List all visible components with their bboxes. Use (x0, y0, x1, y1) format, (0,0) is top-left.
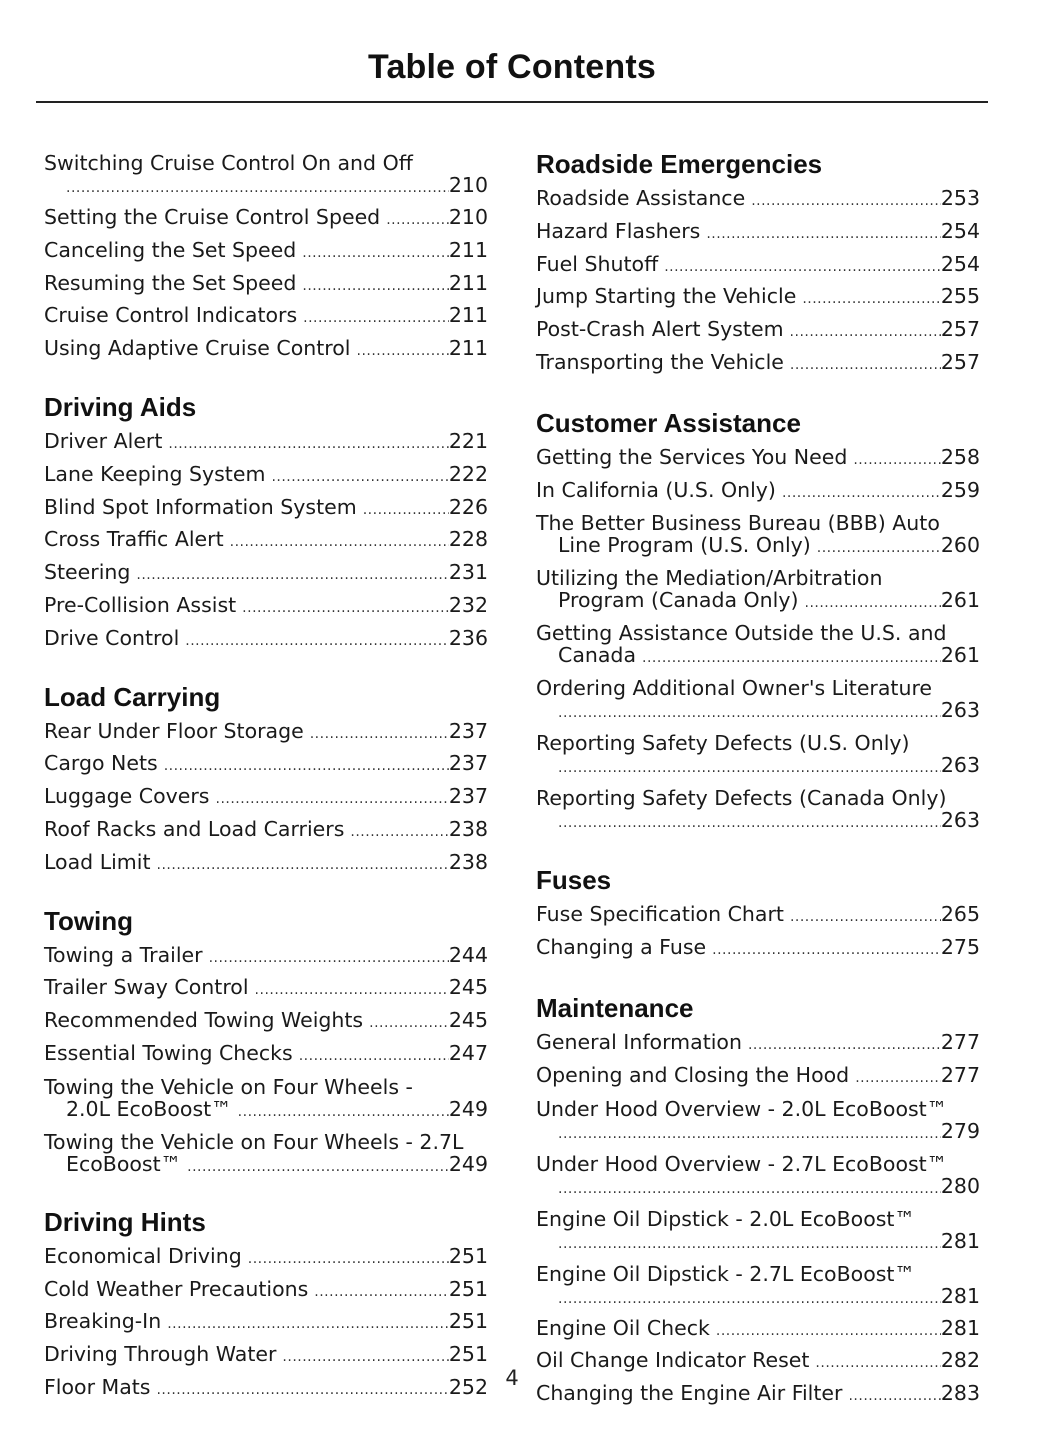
toc-entry[interactable] (44, 973, 488, 1006)
toc-entry-title-cont: Canada (558, 643, 637, 668)
toc-entry-title: Changing the Engine Air Filter (536, 1381, 843, 1406)
dot-leader (242, 594, 449, 624)
toc-entry[interactable] (44, 493, 488, 526)
toc-entry[interactable] (536, 217, 980, 250)
section-heading: Driving Aids (44, 391, 197, 422)
toc-entry-title: Cold Weather Precautions (44, 1276, 309, 1301)
toc-page-number: 255 (940, 284, 980, 309)
toc-page-number: 249 (448, 1151, 488, 1176)
toc-entry-title: Changing a Fuse (536, 935, 707, 960)
toc-entry[interactable] (44, 269, 488, 302)
toc-page-number: 259 (940, 477, 980, 502)
toc-page-number: 222 (448, 461, 488, 486)
toc-entry-title: Cross Traffic Alert (44, 527, 224, 552)
dot-leader (303, 304, 449, 334)
toc-page-number: 254 (940, 218, 980, 243)
toc-page-number: 281 (940, 1283, 980, 1308)
toc-entry-title: Jump Starting the Vehicle (536, 284, 797, 309)
toc-entry-title: Driver Alert (44, 428, 163, 453)
toc-entry-list (44, 717, 488, 881)
toc-entry[interactable] (44, 427, 488, 460)
toc-page-number: 263 (940, 698, 980, 723)
toc-section-load-carrying (44, 681, 488, 881)
toc-page-number: 280 (940, 1173, 980, 1198)
dot-leader (782, 479, 941, 509)
dot-leader (558, 1233, 941, 1255)
toc-entry[interactable] (536, 1204, 980, 1259)
toc-entry[interactable] (536, 476, 980, 509)
section-heading: Towing (44, 905, 134, 936)
toc-page-number: 211 (448, 303, 488, 328)
dot-leader (302, 272, 448, 302)
toc-entry-title: Economical Driving (44, 1243, 242, 1268)
toc-entry[interactable] (536, 1149, 980, 1204)
toc-section-continued (44, 148, 488, 367)
toc-entry[interactable] (44, 558, 488, 591)
dot-leader (748, 1031, 941, 1061)
toc-entry[interactable] (536, 1314, 980, 1347)
toc-entry[interactable] (536, 783, 980, 838)
toc-entry-title: Post-Crash Alert System (536, 317, 784, 342)
toc-section-fuses (536, 864, 980, 966)
toc-entry-title: Getting Assistance Outside the U.S. and (536, 621, 947, 646)
toc-entry-title: Canceling the Set Speed (44, 237, 297, 262)
toc-entry-title-cont: EcoBoost™ (66, 1151, 182, 1176)
toc-entry-title-cont: 2.0L EcoBoost™ (66, 1096, 232, 1121)
dot-leader (238, 1101, 449, 1123)
dot-leader (805, 592, 941, 614)
toc-entry-title: Cruise Control Indicators (44, 303, 298, 328)
dot-leader (790, 318, 941, 348)
toc-entry[interactable] (536, 618, 980, 673)
toc-entry-title: Fuel Shutoff (536, 251, 659, 276)
toc-entry-title: The Better Business Bureau (BBB) Auto (536, 511, 940, 536)
toc-entry-title: Rear Under Floor Storage (44, 718, 304, 743)
toc-entry-list (536, 1028, 980, 1412)
toc-page-number: 245 (448, 1008, 488, 1033)
toc-page-number: 251 (448, 1243, 488, 1268)
toc-page-number: 281 (940, 1315, 980, 1340)
toc-page-number: 247 (448, 1040, 488, 1065)
dot-leader (255, 976, 449, 1006)
toc-entry-title: Ordering Additional Owner's Literature (536, 676, 933, 701)
toc-page-number: 263 (940, 808, 980, 833)
toc-entry[interactable] (536, 1028, 980, 1061)
toc-page-number: 211 (448, 270, 488, 295)
dot-leader (157, 851, 449, 881)
toc-entry-title: Engine Oil Dipstick - 2.7L EcoBoost™ (536, 1261, 915, 1286)
dot-leader (855, 1064, 941, 1094)
toc-section-driving-aids (44, 391, 488, 657)
toc-right-column (536, 148, 980, 1438)
toc-entry-title: Lane Keeping System (44, 461, 266, 486)
toc-page-number: 258 (940, 444, 980, 469)
toc-page-number: 249 (448, 1096, 488, 1121)
toc-entry[interactable] (44, 1072, 488, 1127)
toc-page-number: 211 (448, 237, 488, 262)
dot-leader (386, 206, 449, 236)
toc-entry-title: Hazard Flashers (536, 218, 701, 243)
toc-entry[interactable] (44, 591, 488, 624)
toc-page-number: 238 (448, 816, 488, 841)
toc-entry[interactable] (536, 184, 980, 217)
dot-leader (248, 1245, 449, 1275)
toc-entry-list (44, 148, 488, 367)
toc-page-number: 281 (940, 1228, 980, 1253)
toc-page-number: 253 (940, 186, 980, 210)
toc-entry[interactable] (44, 1127, 488, 1182)
toc-page-number: 245 (448, 975, 488, 1000)
toc-entry-title: Transporting the Vehicle (536, 349, 784, 374)
toc-page-number: 277 (940, 1062, 980, 1087)
dot-leader (363, 496, 449, 526)
toc-entry-title: Resuming the Set Speed (44, 270, 297, 295)
title-divider (36, 101, 988, 103)
toc-entry-title: Essential Towing Checks (44, 1040, 293, 1065)
dot-leader (167, 1310, 449, 1340)
toc-entry-title: Steering (44, 560, 131, 585)
toc-entry[interactable] (44, 941, 488, 974)
toc-entry-title: Floor Mats (44, 1374, 151, 1399)
toc-entry-title: Drive Control (44, 625, 180, 650)
toc-entry-title: Recommended Towing Weights (44, 1008, 364, 1033)
dot-leader (790, 903, 941, 933)
toc-page-number: 210 (448, 205, 488, 229)
toc-entry-title: General Information (536, 1029, 742, 1054)
toc-page-number: 231 (448, 560, 488, 585)
toc-entry[interactable] (536, 1259, 980, 1314)
toc-entry[interactable] (536, 933, 980, 966)
toc-page-number: 275 (940, 935, 980, 960)
dot-leader (558, 1178, 941, 1200)
dot-leader (187, 1156, 449, 1178)
toc-page-number: 236 (448, 625, 488, 650)
toc-entry[interactable] (536, 282, 980, 315)
toc-entry-list (536, 184, 980, 381)
section-heading: Load Carrying (44, 681, 221, 712)
toc-entry-title: Towing the Vehicle on Four Wheels - (44, 1074, 413, 1099)
toc-entry[interactable] (44, 301, 488, 334)
toc-page-number: 260 (940, 533, 980, 558)
toc-page-number: 265 (940, 902, 980, 927)
toc-entry-title: Under Hood Overview - 2.7L EcoBoost™ (536, 1151, 948, 1176)
toc-entry[interactable] (44, 1242, 488, 1275)
dot-leader (369, 1009, 449, 1039)
toc-page-number: 277 (940, 1029, 980, 1054)
toc-page-number: 279 (940, 1118, 980, 1143)
dot-leader (558, 702, 941, 724)
dot-leader (314, 1278, 449, 1308)
toc-entry[interactable] (536, 900, 980, 933)
toc-entry-title: Breaking-In (44, 1309, 162, 1334)
toc-page-number: 263 (940, 753, 980, 778)
dot-leader (164, 752, 449, 782)
dot-leader (712, 936, 941, 966)
dot-leader (357, 337, 449, 367)
toc-section-maintenance (536, 992, 980, 1412)
toc-entry-title: Setting the Cruise Control Speed (44, 205, 381, 229)
toc-entry[interactable] (44, 236, 488, 269)
toc-entry[interactable] (536, 1061, 980, 1094)
toc-entry[interactable] (536, 443, 980, 476)
toc-entry-title: Getting the Services You Need (536, 444, 848, 469)
toc-entry[interactable] (536, 728, 980, 783)
toc-entry[interactable] (44, 460, 488, 493)
dot-leader (716, 1317, 941, 1347)
dot-leader (751, 187, 941, 217)
toc-page-number: 210 (448, 173, 488, 197)
toc-entry-title: Blind Spot Information System (44, 494, 357, 519)
toc-entry[interactable] (44, 1039, 488, 1072)
section-heading: Fuses (536, 865, 612, 896)
toc-page-number: 237 (448, 784, 488, 809)
toc-entry-title: Using Adaptive Cruise Control (44, 336, 351, 361)
toc-entry[interactable] (44, 624, 488, 657)
toc-entry[interactable] (44, 1275, 488, 1308)
page-title: Table of Contents (368, 48, 656, 86)
dot-leader (216, 785, 449, 815)
section-heading: Roadside Emergencies (536, 149, 823, 179)
dot-leader (853, 446, 941, 476)
toc-page-number: 282 (940, 1348, 980, 1373)
toc-entry-title: Reporting Safety Defects (U.S. Only) (536, 731, 910, 756)
toc-left-column (44, 148, 488, 1430)
dot-leader (136, 561, 448, 591)
toc-page-number: 254 (940, 251, 980, 276)
toc-page-number: 257 (940, 317, 980, 342)
toc-entry-title: Under Hood Overview - 2.0L EcoBoost™ (536, 1096, 948, 1121)
toc-page-number: 211 (448, 336, 488, 361)
toc-entry-title: Pre-Collision Assist (44, 592, 237, 617)
toc-entry-title: Engine Oil Dipstick - 2.0L EcoBoost™ (536, 1206, 915, 1231)
toc-entry-title: Cargo Nets (44, 751, 158, 776)
dot-leader (209, 944, 449, 974)
toc-entry[interactable] (44, 749, 488, 782)
dot-leader (310, 720, 449, 750)
toc-page-number: 237 (448, 718, 488, 743)
toc-entry[interactable] (536, 315, 980, 348)
toc-entry[interactable] (44, 782, 488, 815)
toc-entry-title-cont: Line Program (U.S. Only) (558, 533, 811, 558)
toc-section-customer-assistance (536, 407, 980, 839)
toc-page-number: 251 (448, 1276, 488, 1301)
toc-entry[interactable] (44, 1307, 488, 1340)
toc-entry-title-cont: Program (Canada Only) (558, 588, 799, 613)
section-heading: Customer Assistance (536, 407, 801, 438)
dot-leader (817, 537, 941, 559)
toc-entry-title: Towing a Trailer (44, 942, 203, 967)
toc-entry[interactable] (44, 148, 488, 203)
toc-entry[interactable] (44, 1006, 488, 1039)
dot-leader (350, 818, 448, 848)
dot-leader (642, 647, 941, 669)
toc-entry-list (536, 443, 980, 839)
toc-entry[interactable] (44, 334, 488, 367)
toc-page-number: 251 (448, 1342, 488, 1367)
toc-page-number: 257 (940, 349, 980, 374)
toc-entry[interactable] (536, 250, 980, 283)
toc-entry-list (44, 427, 488, 657)
toc-page-number: 221 (448, 428, 488, 453)
toc-section-towing (44, 905, 488, 1182)
toc-entry[interactable] (536, 508, 980, 563)
dot-leader (558, 757, 941, 779)
toc-entry[interactable] (536, 673, 980, 728)
toc-entry-list (536, 900, 980, 966)
toc-entry-title: Utilizing the Mediation/Arbitration (536, 566, 883, 591)
toc-page-number: 232 (448, 592, 488, 617)
section-heading: Driving Hints (44, 1206, 206, 1237)
toc-entry-title: Roadside Assistance (536, 186, 746, 210)
toc-page-number: 237 (448, 751, 488, 776)
toc-entry[interactable] (44, 203, 488, 236)
dot-leader (168, 430, 448, 460)
toc-section-roadside-emergencies (536, 148, 980, 381)
toc-page-number: 261 (940, 588, 980, 613)
toc-page-number: 244 (448, 942, 488, 967)
section-heading: Maintenance (536, 992, 694, 1023)
dot-leader (664, 253, 941, 283)
toc-entry-title: Opening and Closing the Hood (536, 1062, 850, 1087)
dot-leader (271, 463, 448, 493)
dot-leader (302, 239, 449, 269)
toc-entry-title: Reporting Safety Defects (Canada Only) (536, 786, 947, 811)
dot-leader (185, 627, 449, 657)
toc-entry-title: Oil Change Indicator Reset (536, 1348, 810, 1373)
toc-entry[interactable] (536, 1094, 980, 1149)
toc-entry[interactable] (44, 848, 488, 881)
toc-page-number: 261 (940, 643, 980, 668)
dot-leader (230, 528, 449, 558)
toc-entry-title: Towing the Vehicle on Four Wheels - 2.7L (44, 1129, 464, 1154)
dot-leader (706, 220, 941, 250)
toc-page-number: 228 (448, 527, 488, 552)
toc-page-number: 252 (448, 1374, 488, 1399)
toc-entry-title: Switching Cruise Control On and Off (44, 151, 413, 175)
dot-leader (299, 1042, 449, 1072)
dot-leader (558, 1123, 941, 1145)
page-number: 4 (505, 1366, 519, 1390)
toc-entry-title: In California (U.S. Only) (536, 477, 776, 502)
toc-page-number: 238 (448, 849, 488, 874)
dot-leader (790, 351, 941, 381)
dot-leader (802, 285, 941, 315)
toc-entry[interactable] (536, 563, 980, 618)
toc-entry[interactable] (44, 525, 488, 558)
toc-entry-title: Fuse Specification Chart (536, 902, 784, 927)
toc-entry-title: Driving Through Water (44, 1342, 277, 1367)
toc-page-number: 226 (448, 494, 488, 519)
toc-page-number: 283 (940, 1381, 980, 1406)
toc-entry-title: Luggage Covers (44, 784, 210, 809)
toc-entry[interactable] (536, 348, 980, 381)
toc-entry-title: Trailer Sway Control (44, 975, 249, 1000)
dot-leader (558, 812, 941, 834)
toc-entry[interactable] (44, 717, 488, 750)
toc-page-number: 251 (448, 1309, 488, 1334)
toc-entry[interactable] (44, 815, 488, 848)
toc-entry-title: Roof Racks and Load Carriers (44, 816, 345, 841)
toc-entry-list (44, 941, 488, 1182)
dot-leader (558, 1288, 941, 1310)
toc-entry-title: Load Limit (44, 849, 151, 874)
dot-leader (66, 177, 449, 199)
toc-entry-title: Engine Oil Check (536, 1315, 710, 1340)
